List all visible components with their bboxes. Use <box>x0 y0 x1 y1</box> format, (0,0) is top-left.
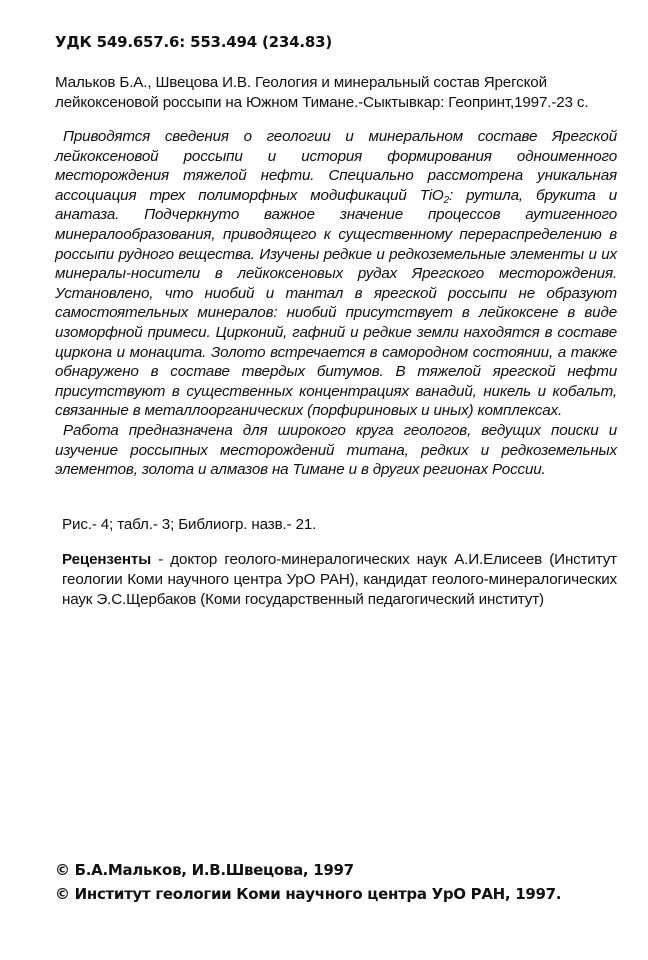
bibliographic-citation: Мальков Б.А., Швецова И.В. Геология и минеральный состав Ярегской лейкоксеновой россыпи на Южном Тимане.-Сыктывкар: Геопринт,1997.-23 с. <box>55 74 589 111</box>
references-count: Рис.- 4; табл.- 3; Библиогр. назв.- 21. <box>62 516 317 533</box>
abstract <box>55 127 617 480</box>
copyright-institute: © Институт геологии Коми научного центра УрО РАН, 1997. <box>55 885 562 903</box>
abstract-paragraph-1 <box>55 127 617 421</box>
formula-subscript: 2 <box>443 194 450 206</box>
reviewers-block <box>62 550 617 610</box>
reviewers-label: Рецензенты <box>62 551 152 568</box>
abstract-paragraph-2: Работа предназначена для широкого круга геологов, ведущих поиски и изучение россыпных месторождений титана, редких и редкоземельных элементов, золота и алмазов на Тимане и в других регионах России. <box>55 421 617 479</box>
udk-code: УДК 549.657.6: 553.494 (234.83) <box>55 33 333 51</box>
abstract-text-before-formula: Приводятся сведения о геологии и минеральном составе Ярегской лейкоксеновой россыпи и история формирования одноименного месторождения тяжелой нефти. Специально рассмотрена уникальная ассоциация трех полиморфных модификаций TiO <box>55 128 617 204</box>
abstract-text-after-formula: : рутила, брукита и анатаза. Подчеркнуто важное значение процессов аутигенного минералообразования, приводящего к существенному перераспределению в россыпи рудного вещества. Изучены редкие и редкоземельные элементы и их минералы-носители в лейкоксеновых рудах Ярегского месторождения. Установлено, что ниобий и тантал в ярегской россыпи не образуют самостоятельных минералов: ниобий присутствует в лейкоксене в виде изоморфной примеси. Цирконий, гафний и редкие земли находятся в составе циркона и монацита. Золото встречается в самородном состоянии, а также обнаружено в составе твердых битумов. В тяжелой ярегской нефти присутствуют в существенных концентрациях ванадий, никель и кобальт, связанные в металлоорганических (порфириновых и иных) комплексах. <box>55 186 618 420</box>
copyright-authors: © Б.А.Мальков, И.В.Швецова, 1997 <box>55 861 354 879</box>
reviewers-text: - доктор геолого-минералогических наук А.И.Елисеев (Институт геологии Коми научного центра УрО РАН), кандидат геолого-минералогических наук Э.С.Щербаков (Коми государственный педагогический институт) <box>62 551 617 608</box>
